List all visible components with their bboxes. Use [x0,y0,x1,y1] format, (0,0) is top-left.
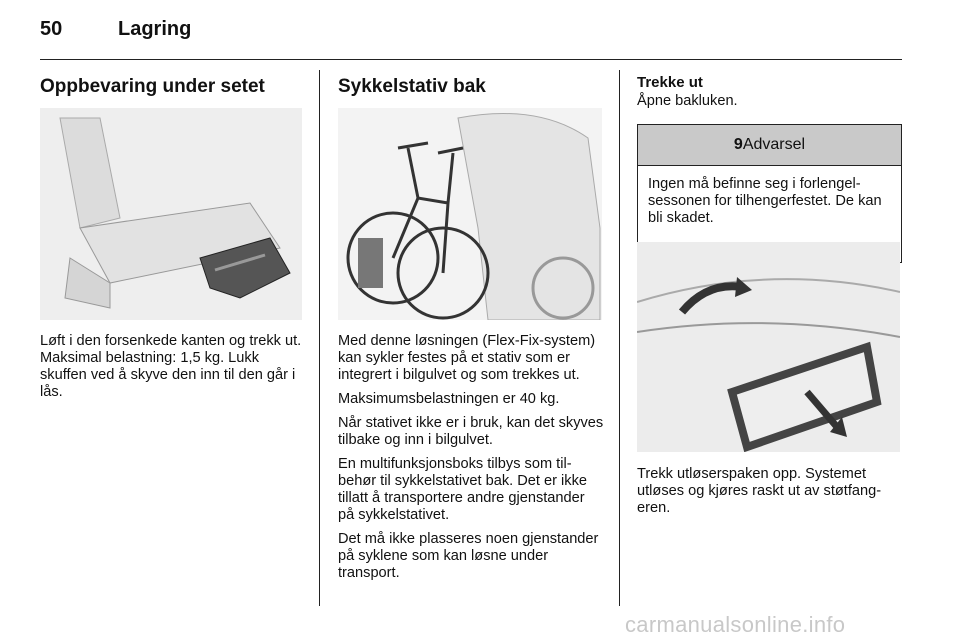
paragraph: Trekk utløserspaken opp. Systemet utløses og kjøres raskt ut av støtfangeren. [637,466,882,516]
column-1-text [40,333,304,408]
warning-text: Ingen må befinne seg i forlengelsessonen for tilhengerfestet. De kan bli skadet. [648,176,882,226]
paragraph: Maksimumsbelastningen er 40 kg. [338,391,560,407]
intro-text: Åpne bakluken. [637,93,738,109]
release-lever-illustration [637,242,900,452]
column-divider [319,70,320,606]
section-heading-bike-rack: Sykkelstativ bak [338,76,486,97]
paragraph: Med denne løsningen (Flex-Fix-system) kan sykler festes på et stativ som er integrert i bilgulvet og som trekkes ut. [338,333,596,383]
header-rule [40,59,902,60]
warning-symbol-icon: 9 [733,136,743,153]
paragraph: Når stativet ikke er i bruk, kan det skyves tilbake og inn i bilgulvet. [338,415,604,448]
column-2 [338,70,604,98]
column-2-text [338,333,604,589]
warning-header [638,125,901,166]
paragraph: Løft i den forsenkede kanten og trekk ut. Maksimal belastning: 1,5 kg. Lukk skuffen ved å skyve den inn til den går i lås. [40,333,302,400]
paragraph: Det må ikke plasseres noen gjenstander på syklene som kan løsne under transport. [338,531,599,581]
page-number: 50 [40,18,63,40]
section-heading-storage: Oppbevaring under setet [40,76,265,97]
section-heading-pull-out: Trekke ut [637,74,703,91]
column-3-text [637,466,902,524]
seat-drawer-illustration [40,108,302,320]
bike-rack-illustration [338,108,602,320]
column-divider [619,70,620,606]
column-3 [637,70,902,117]
watermark: carmanualsonline.info [625,612,846,637]
page-title: Lagring [118,18,192,40]
paragraph: En multifunksjonsboks tilbys som tilbehør til sykkelstativet bak. Det er ikke tillatt å transportere andre gjenstander på sykkelstativet. [338,456,587,523]
column-1 [40,70,304,98]
warning-title: Advarsel [742,136,806,153]
